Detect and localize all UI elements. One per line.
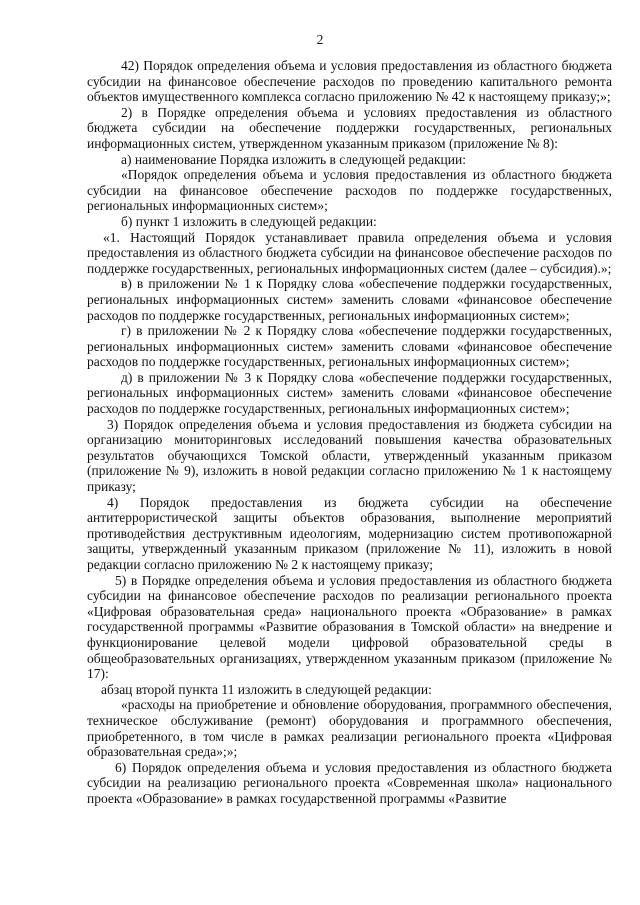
paragraph-quote-expenses: «расходы на приобретение и обновление оборудования, программного обеспечения, техническое обслуживание (ремонт) оборудования и программного обеспечения, приобретенного, в том числе в рамках реализации регионального проекта «Цифровая образовательная среда»;»; <box>87 697 612 760</box>
paragraph-quote-point-1: «1. Настоящий Порядок устанавливает правила определения объема и условия предоставления из областного бюджета субсидии на финансовое обеспечение расходов по поддержке государственных, региональных информационных систем (далее – субсидия).»; <box>87 229 612 276</box>
paragraph-item-6: 6) Порядок определения объема и условия предоставления из областного бюджета субсидии на реализацию регионального проекта «Современная школа» национального проекта «Образование» в рамках государственной программы «Развитие <box>87 759 612 806</box>
paragraph-subitem-d: д) в приложении № 3 к Порядку слова «обеспечение поддержки государственных, региональных информационных систем» заменить словами «финансовое обеспечение расходов по поддержке государственных, региональных информационных систем»; <box>87 369 612 417</box>
paragraph-item-5: 5) в Порядке определения объема и условия предоставления из областного бюджета субсидии на финансовое обеспечение расходов по реализации регионального проекта «Цифровая образовательная среда» национального проекта «Образование» в рамках государственной программы «Развитие образования в Томской области» на внедрение и функционирование целевой модели цифровой образовательной среды в общеобразовательных организациях, утвержденном указанным приказом (приложение № 17): <box>87 572 612 682</box>
paragraph-subitem-b: б) пункт 1 изложить в следующей редакции: <box>121 213 377 229</box>
paragraph-item-2: 2) в Порядке определения объема и условиях предоставления из областного бюджета субсидии на обеспечение поддержки государственных, региональных информационных систем, утвержденном указанным приказом (приложение № 8): <box>87 104 612 151</box>
document-body <box>87 58 612 807</box>
paragraph-item-3: 3) Порядок определения объема и условия предоставления из бюджета субсидии на организацию мониторинговых исследований повышения качества образовательных результатов обучающихся Томской области, утвержденный указанным приказом (приложение № 9), изложить в новой редакции согласно приложению № 1 к настоящему приказу; <box>87 416 612 495</box>
paragraph-quote-title: «Порядок определения объема и условия предоставления из областного бюджета субсидии на финансовое обеспечение расходов по поддержке государственных, региональных информационных систем»; <box>87 167 612 214</box>
paragraph-subitem-a: а) наименование Порядка изложить в следующей редакции: <box>121 151 466 167</box>
paragraph-item-4: 4) Порядок предоставления из бюджета субсидии на обеспечение антитеррористической защиты объектов образования, выполнение мероприятий противодействия деструктивным идеологиям, модернизацию систем противопожарной защиты, утвержденный указанным приказом (приложение № 11), изложить в новой редакции согласно приложению № 2 к настоящему приказу; <box>87 494 612 572</box>
paragraph-subitem-v: в) в приложении № 1 к Порядку слова «обеспечение поддержки государственных, региональных информационных систем» заменить словами «финансовое обеспечение расходов по поддержке государственных, региональных информационных систем»; <box>87 276 612 323</box>
paragraph-subitem-g: г) в приложении № 2 к Порядку слова «обеспечение поддержки государственных, региональных информационных систем» заменить словами «финансовое обеспечение расходов по поддержке государственных, региональных информационных систем»; <box>87 323 612 370</box>
page-number: 2 <box>316 32 324 47</box>
paragraph-item-42: 42) Порядок определения объема и условия предоставления из областного бюджета субсидии на финансовое обеспечение расходов по проведению капитального ремонта объектов имущественного комплекса согласно приложению № 42 к настоящему приказу;»; <box>87 58 612 105</box>
paragraph-second-paragraph: абзац второй пункта 11 изложить в следующей редакции: <box>101 681 432 697</box>
